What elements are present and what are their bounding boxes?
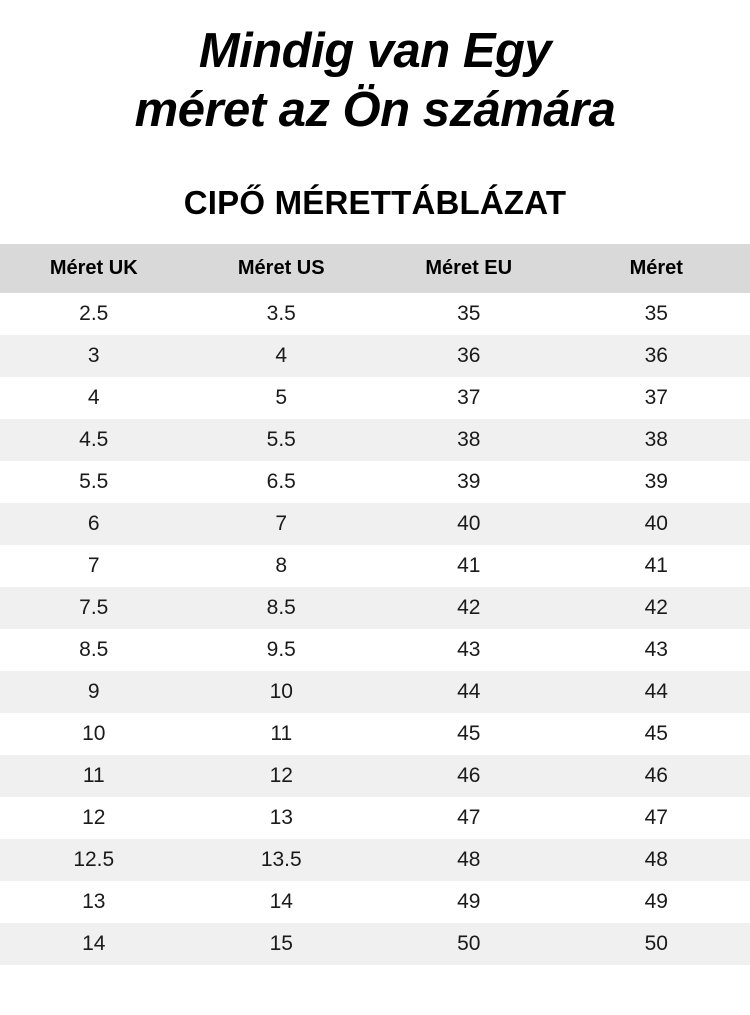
table-cell: 39 bbox=[563, 461, 750, 503]
table-cell: 7.5 bbox=[0, 587, 188, 629]
table-cell: 3.5 bbox=[188, 293, 376, 335]
table-row bbox=[0, 293, 750, 335]
table-cell: 39 bbox=[375, 461, 563, 503]
table-cell: 45 bbox=[375, 713, 563, 755]
table-cell: 13 bbox=[188, 797, 376, 839]
table-row bbox=[0, 587, 750, 629]
table-cell: 8.5 bbox=[0, 629, 188, 671]
page-subtitle: CIPŐ MÉRETTÁBLÁZAT bbox=[183, 184, 567, 221]
table-cell: 4.5 bbox=[0, 419, 188, 461]
table-header-row bbox=[0, 244, 750, 293]
table-cell: 3 bbox=[0, 335, 188, 377]
table-cell: 5.5 bbox=[188, 419, 376, 461]
table-cell: 37 bbox=[563, 377, 750, 419]
page-title-line-2: méret az Ön számára bbox=[134, 83, 616, 137]
table-body bbox=[0, 293, 750, 965]
table-cell: 50 bbox=[563, 923, 750, 965]
table-row bbox=[0, 545, 750, 587]
table-cell: 5 bbox=[188, 377, 376, 419]
column-header: Méret US bbox=[188, 244, 376, 293]
table-cell: 46 bbox=[563, 755, 750, 797]
table-cell: 46 bbox=[375, 755, 563, 797]
table-row bbox=[0, 839, 750, 881]
table-cell: 45 bbox=[563, 713, 750, 755]
column-header: Méret UK bbox=[0, 244, 188, 293]
table-cell: 13.5 bbox=[188, 839, 376, 881]
table-cell: 9 bbox=[0, 671, 188, 713]
table-row bbox=[0, 755, 750, 797]
table-cell: 4 bbox=[188, 335, 376, 377]
table-cell: 40 bbox=[375, 503, 563, 545]
table-cell: 12 bbox=[0, 797, 188, 839]
table-cell: 7 bbox=[188, 503, 376, 545]
table-row bbox=[0, 419, 750, 461]
table-row bbox=[0, 797, 750, 839]
table-cell: 14 bbox=[0, 923, 188, 965]
table-cell: 44 bbox=[563, 671, 750, 713]
table-cell: 44 bbox=[375, 671, 563, 713]
table-row bbox=[0, 923, 750, 965]
table-cell: 48 bbox=[563, 839, 750, 881]
table-cell: 36 bbox=[563, 335, 750, 377]
table-cell: 38 bbox=[375, 419, 563, 461]
table-cell: 35 bbox=[375, 293, 563, 335]
column-header: Méret EU bbox=[375, 244, 563, 293]
table-cell: 13 bbox=[0, 881, 188, 923]
table-cell: 6 bbox=[0, 503, 188, 545]
table-cell: 10 bbox=[188, 671, 376, 713]
table-cell: 48 bbox=[375, 839, 563, 881]
table-cell: 49 bbox=[563, 881, 750, 923]
table-cell: 42 bbox=[563, 587, 750, 629]
table-cell: 50 bbox=[375, 923, 563, 965]
page-title bbox=[0, 0, 750, 140]
table-cell: 12.5 bbox=[0, 839, 188, 881]
table-row bbox=[0, 335, 750, 377]
table-row bbox=[0, 629, 750, 671]
table-cell: 49 bbox=[375, 881, 563, 923]
shoe-size-table bbox=[0, 244, 750, 965]
table-row bbox=[0, 503, 750, 545]
table-row bbox=[0, 713, 750, 755]
table-cell: 43 bbox=[563, 629, 750, 671]
table-cell: 11 bbox=[0, 755, 188, 797]
table-cell: 36 bbox=[375, 335, 563, 377]
table-cell: 8.5 bbox=[188, 587, 376, 629]
table-cell: 11 bbox=[188, 713, 376, 755]
table-cell: 47 bbox=[563, 797, 750, 839]
table-cell: 7 bbox=[0, 545, 188, 587]
table-cell: 14 bbox=[188, 881, 376, 923]
table-row bbox=[0, 671, 750, 713]
table-cell: 41 bbox=[375, 545, 563, 587]
table-cell: 4 bbox=[0, 377, 188, 419]
table-cell: 35 bbox=[563, 293, 750, 335]
table-cell: 9.5 bbox=[188, 629, 376, 671]
table-cell: 6.5 bbox=[188, 461, 376, 503]
table-cell: 8 bbox=[188, 545, 376, 587]
table-cell: 5.5 bbox=[0, 461, 188, 503]
column-header: Méret bbox=[563, 244, 750, 293]
table-row bbox=[0, 461, 750, 503]
table-row bbox=[0, 377, 750, 419]
table-cell: 42 bbox=[375, 587, 563, 629]
table-cell: 37 bbox=[375, 377, 563, 419]
table-cell: 43 bbox=[375, 629, 563, 671]
table-header bbox=[0, 244, 750, 293]
table-cell: 10 bbox=[0, 713, 188, 755]
table-cell: 15 bbox=[188, 923, 376, 965]
table-cell: 12 bbox=[188, 755, 376, 797]
page-title-line-1: Mindig van Egy bbox=[198, 24, 552, 78]
table-cell: 2.5 bbox=[0, 293, 188, 335]
table-cell: 40 bbox=[563, 503, 750, 545]
table-cell: 47 bbox=[375, 797, 563, 839]
table-cell: 41 bbox=[563, 545, 750, 587]
table-cell: 38 bbox=[563, 419, 750, 461]
table-row bbox=[0, 881, 750, 923]
